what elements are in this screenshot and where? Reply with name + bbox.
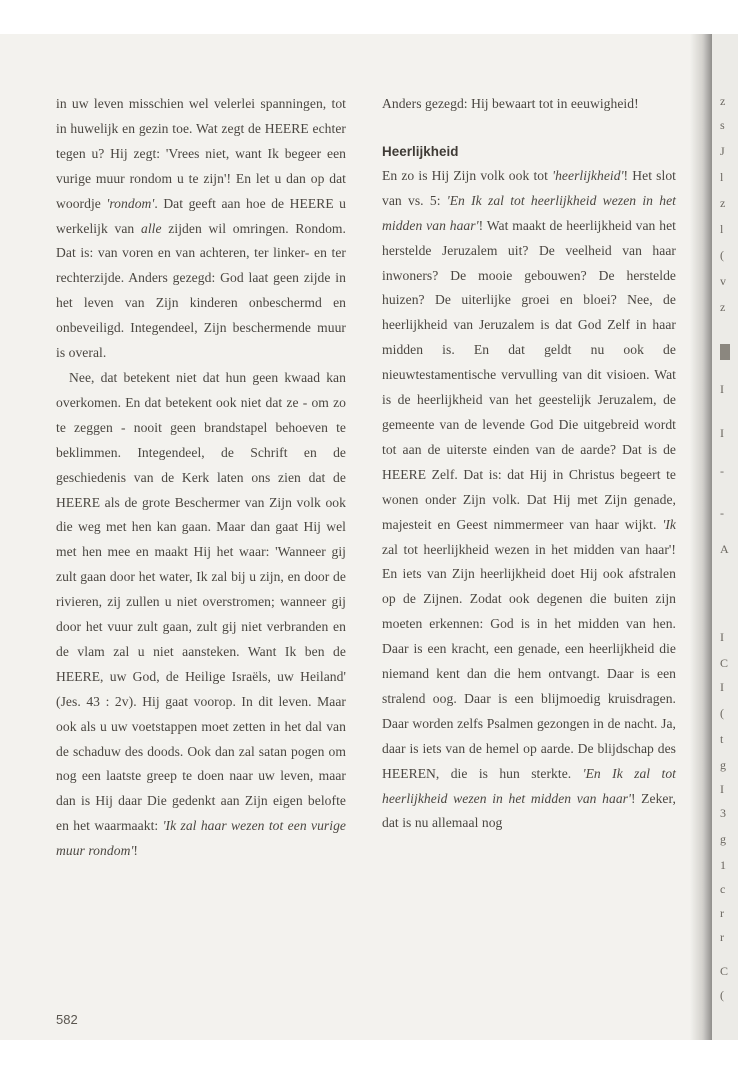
left-paragraph-2: Nee, dat betekent niet dat hun geen kwaad kan overkomen. En dat betekent ook niet dat ze - om zo te zeggen - nooit geen brandstapel behoeven te beklimmen. Integendeel, de Schrift en de geschiedenis van de Kerk laten ons zien dat de HEERE als de grote Beschermer van Zijn volk ook die weg met hen kan gaan. Maar dan gaat Hij wel met hen mee en maakt Hij het waar: 'Wanneer gij zult gaan door het water, Ik zal bij u zijn, en door de rivieren, zij zullen u niet overstromen; wanneer gij door het vuur zult gaan, zult gij niet verbranden en de vlam zal u niet aansteken. Want Ik ben de HEERE, uw God, de Heilige Israëls, uw Heiland' (Jes. 43 : 2v). Hij gaat voorop. In dit leven. Maar ook als u uw voetstappen moet zetten in het dal van de schaduw des doods. Ook dan zal satan pogen om nog een laatste greep te doen naar uw leven, maar dan is Hij daar Die gedenkt aan Zijn eigen belofte en het waarmaakt: 'Ik zal haar wezen tot een vurige muur rondom'! (56, 369, 347, 859)
page-number: 582 (56, 1012, 78, 1027)
next-page-fragment: ( (720, 706, 724, 720)
next-page-heading-block (720, 344, 730, 360)
next-page-fragment: r (720, 906, 724, 920)
next-page-fragment: - (720, 506, 724, 520)
left-paragraph-1: in uw leven misschien wel velerlei spanningen, tot in huwelijk en gezin toe. Wat zegt de HEERE echter tegen u? Hij zegt: 'Vrees niet, want Ik begeer een vurige muur rondom u te zijn'! En let u dan op dat woordje 'rondom'. Dat geeft aan hoe de HEERE u werkelijk van alle zijden wil omringen. Rondom. Dat is: van voren en van achteren, ter linker- en ter rechterzijde. Anders gezegd: God laat geen zijde in het leven van Zijn kinderen onbeschermd en onbeveiligd. Integendeel, Zijn beschermende muur is overal. (56, 96, 346, 361)
left-column (56, 92, 346, 864)
next-page-fragment: r (720, 930, 724, 944)
next-page-fragment: l (720, 222, 724, 236)
next-page-fragment: c (720, 882, 726, 896)
right-column (382, 92, 676, 836)
next-page-fragment: I (720, 630, 724, 644)
next-page-fragment: s (720, 118, 725, 132)
next-page-fragment: ( (720, 988, 724, 1002)
next-page-edge (712, 34, 738, 1040)
right-paragraph-1: Anders gezegd: Hij bewaart tot in eeuwigheid! (382, 96, 639, 111)
scan-margin-top (0, 0, 738, 34)
section-heading: Heerlijkheid (382, 143, 459, 159)
next-page-fragment: I (720, 680, 724, 694)
next-page-fragment: C (720, 656, 729, 670)
next-page-fragment: I (720, 426, 724, 440)
next-page-fragment: A (720, 542, 729, 556)
next-page-fragment: l (720, 170, 724, 184)
next-page-fragment: z (720, 94, 726, 108)
next-page-fragment: I (720, 382, 724, 396)
next-page-fragment: t (720, 732, 724, 746)
next-page-fragment: J (720, 144, 725, 158)
next-page-fragment: g (720, 832, 726, 846)
gutter-shadow (690, 34, 712, 1040)
next-page-fragment: C (720, 964, 729, 978)
scan-margin-bottom (0, 1040, 738, 1068)
next-page-fragment: 3 (720, 806, 726, 820)
next-page-fragment: g (720, 758, 726, 772)
next-page-fragment: - (720, 464, 724, 478)
right-paragraph-2: En zo is Hij Zijn volk ook tot 'heerlijkheid'! Het slot van vs. 5: 'En Ik zal tot heerlijkheid wezen in het midden van haar'! Wat maakt de heerlijkheid van het herstelde Jeruzalem uit? De veelheid van haar inwoners? De mooie gebouwen? De herstelde huizen? De uiterlijke groei en bloei? Nee, de heerlijkheid van Jeruzalem is dat God Zelf in haar midden is. En dat geldt nu ook de nieuwtestamentische vervulling van dit visioen. Wat is de heerlijkheid van het geestelijk Jeruzalem, de gemeente van de levende God Die uitgebreid wordt tot aan de uiterste einden van de aarde? Dat is de HEERE Zelf. Dat is: dat Hij in Christus begeert te wonen onder Zijn volk. Dat Hij met Zijn genade, majesteit en Geest nimmermeer van haar wijkt. 'Ik zal tot heerlijkheid wezen in het midden van haar'! En iets van Zijn heerlijkheid doet Hij ook afstralen op de Zijnen. Zodat ook degenen die buiten zijn moeten erkennen: God is in het midden van hen. Daar is een kracht, een genade, een heerlijkheid die niemand kent dan die hem ontvangt. Daar is een stralend oog. Daar is een blijmoedig kruisdragen. Daar worden zelfs Psalmen gezongen in de nacht. Ja, daar is iets van de hemel op aarde. De blijdschap des HEEREN, die is hun sterkte. 'En Ik zal tot heerlijkheid wezen in het midden van haar'! Zeker, dat is nu allemaal nog (382, 167, 676, 831)
next-page-fragment: ( (720, 248, 724, 262)
next-page-fragment: 1 (720, 858, 726, 872)
next-page-fragment: I (720, 782, 724, 796)
next-page-fragment: v (720, 274, 726, 288)
next-page-fragment: z (720, 300, 726, 314)
next-page-fragment: z (720, 196, 726, 210)
